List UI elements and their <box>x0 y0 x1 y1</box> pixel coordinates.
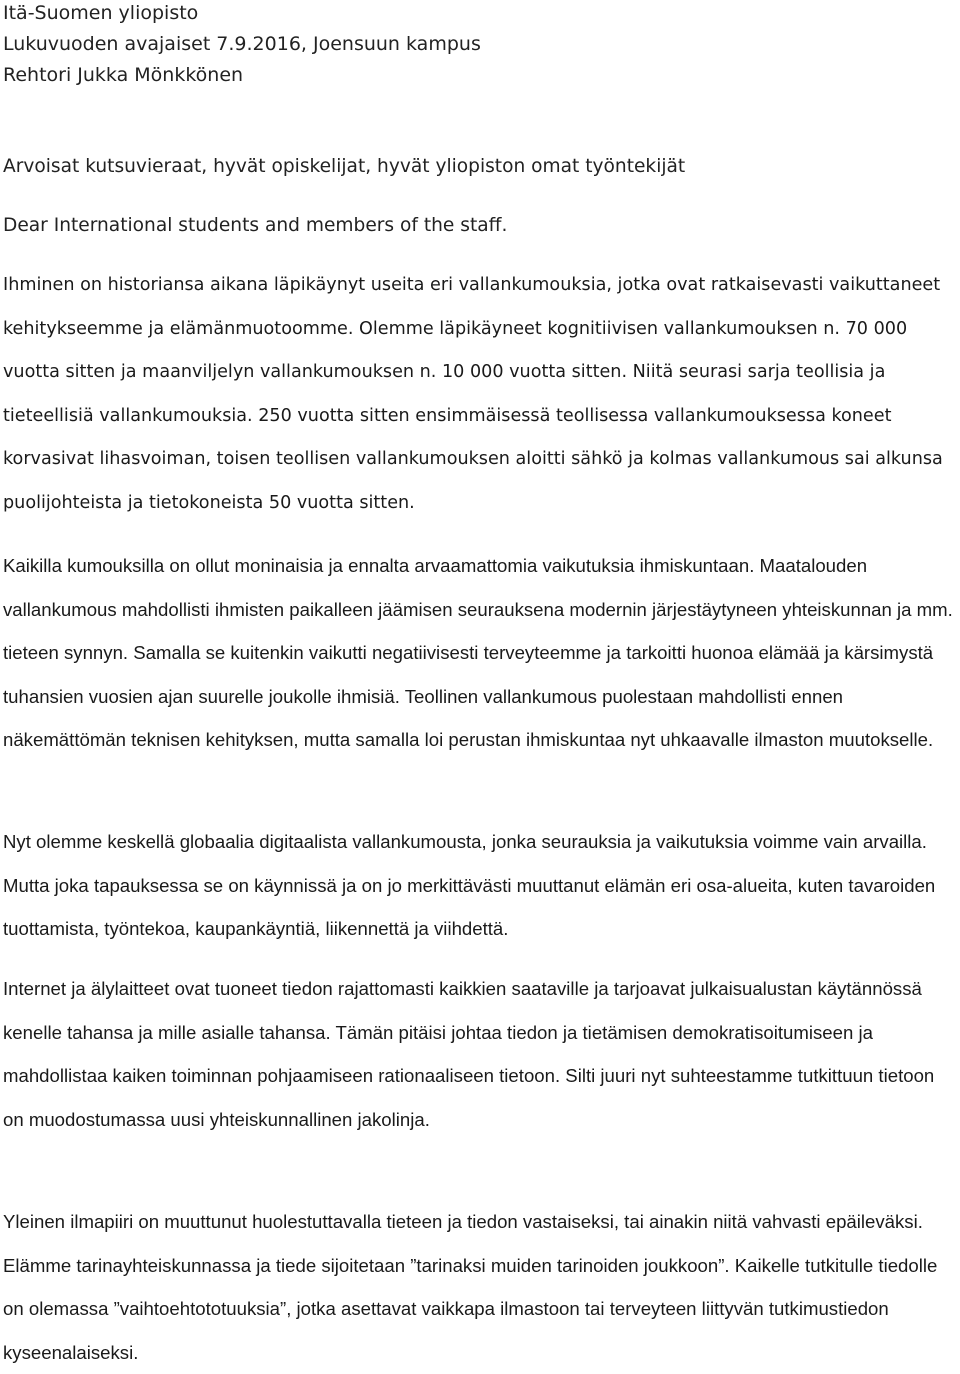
university-name: Itä-Suomen yliopisto <box>3 2 199 24</box>
speaker-name: Rehtori Jukka Mönkkönen <box>3 64 244 86</box>
paragraph-2: Kaikilla kumouksilla on ollut moninaisia ja ennalta arvaamattomia vaikutuksia ihmiskuntaan. Maatalouden vallankumous mahdollisti ihmisten paikalleen jäämisen seurauksena modernin järjestäytyneen yhteiskunnan ja mm. tieteen synnyn. Samalla se kuitenkin vaikutti negatiivisesti terveyteemme ja tarkoitti huonoa elämää ja kärsimystä tuhansien vuosien ajan suurelle joukolle ihmisiä. Teollinen vallankumous puolestaan mahdollisti ennen näkemättömän teknisen kehityksen, mutta samalla loi perustan ihmiskuntaa nyt uhkaavalle ilmaston muutokselle. <box>3 555 953 750</box>
document-header <box>3 0 481 91</box>
paragraph-3: Nyt olemme keskellä globaalia digitaalista vallankumousta, jonka seurauksia ja vaikutuksia voimme vain arvailla. Mutta joka tapauksessa se on käynnissä ja on jo merkittävästi muuttanut elämän eri osa-alueita, kuten tavaroiden tuottamista, työntekoa, kaupankäyntiä, liikennettä ja viihdettä. <box>3 831 936 939</box>
paragraph-1: Ihminen on historiansa aikana läpikäynyt useita eri vallankumouksia, jotka ovat ratkaisevasti vaikuttaneet kehitykseemme ja elämänmuotoomme. Olemme läpikäyneet kognitiivisen vallankumouksen n. 70 000 vuotta sitten ja maanviljelyn vallankumouksen n. 10 000 vuotta sitten. Niitä seurasi sarja teollisia ja tieteellisiä vallankumouksia. 250 vuotta sitten ensimmäisessä teollisessa vallankumouksessa koneet korvasivat lihasvoiman, toisen teollisen vallankumouksen aloitti sähkö ja kolmas vallankumous sai alkunsa puolijohteista ja tietokoneista 50 vuotta sitten. <box>3 275 943 513</box>
greeting-finnish: Arvoisat kutsuvieraat, hyvät opiskelijat, hyvät yliopiston omat työntekijät <box>3 156 686 177</box>
paragraph-4: Internet ja älylaitteet ovat tuoneet tiedon rajattomasti kaikkien saataville ja tarjoavat julkaisualustan käytännössä kenelle tahansa ja mille asialle tahansa. Tämän pitäisi johtaa tiedon ja tietämisen demokratisoitumiseen ja mahdollistaa kaiken toiminnan pohjaamiseen rationaaliseen tietoon. Silti juuri nyt suhteestamme tutkittuun tietoon on muodostumassa uusi yhteiskunnallinen jakolinja. <box>3 978 935 1130</box>
greeting-english: Dear International students and members of the staff. <box>3 215 508 236</box>
paragraph-5: Yleinen ilmapiiri on muuttunut huolestuttavalla tieteen ja tiedon vastaiseksi, tai ainakin niitä vahvasti epäileväksi. Elämme tarinayhteiskunnassa ja tiede sijoitetaan ”tarinaksi muiden tarinoiden joukkoon”. Kaikelle tutkitulle tiedolle on olemassa ”vaihtoehtototuuksia”, jotka asettavat vaikkapa ilmastoon tai terveyteen liittyvän tutkimustiedon kyseenalaiseksi. <box>3 1211 938 1363</box>
event-title: Lukuvuoden avajaiset 7.9.2016, Joensuun kampus <box>3 33 481 55</box>
